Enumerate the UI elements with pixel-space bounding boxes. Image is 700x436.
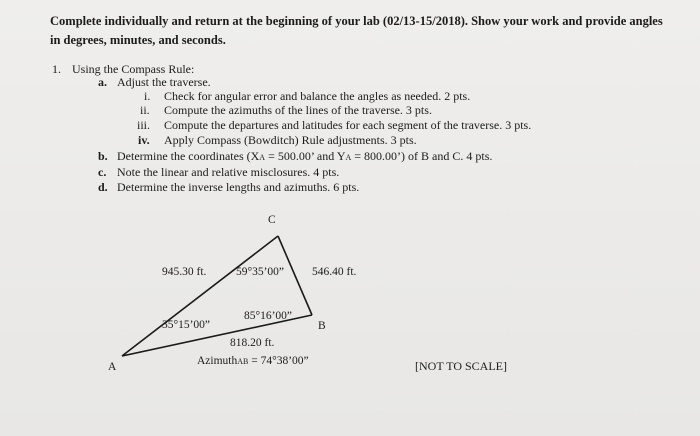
- item-c-marker: c.: [98, 165, 107, 179]
- subitem-iv-marker: iv.: [138, 133, 150, 147]
- subitem-ii-text: Compute the azimuths of the lines of the traverse. 3 pts.: [164, 103, 432, 117]
- azimuth-ab-label: AzimuthAB = 74°38’00”: [197, 355, 309, 367]
- side-ac-length: 945.30 ft.: [162, 266, 207, 278]
- side-cb-length: 546.40 ft.: [312, 266, 357, 278]
- subitem-i-text: Check for angular error and balance the angles as needed. 2 pts.: [164, 89, 471, 103]
- item-d-text: Determine the inverse lengths and azimuths. 6 pts.: [117, 180, 360, 194]
- angle-b-label: 85°16’00”: [244, 310, 293, 322]
- vertex-c-label: C: [268, 214, 276, 226]
- item-b-text: Determine the coordinates (XA = 500.00’ and YA = 800.00’) of B and C. 4 pts.: [117, 149, 493, 163]
- subitem-ii-marker: ii.: [140, 103, 150, 117]
- item-c-text: Note the linear and relative misclosures. 4 pts.: [117, 165, 340, 179]
- angle-a-label: 35°15’00”: [162, 319, 211, 331]
- side-ab-length: 818.20 ft.: [230, 337, 275, 349]
- vertex-a-label: A: [108, 361, 117, 373]
- item-a-marker: a.: [98, 75, 107, 89]
- angle-c-label: 59°35’00”: [236, 266, 285, 278]
- item-d-marker: d.: [98, 180, 108, 194]
- item-b-marker: b.: [98, 149, 108, 163]
- instructions-line-1: Complete individually and return at the beginning of your lab (02/13-15/2018). Show your work and provide angles: [50, 14, 663, 28]
- not-to-scale-note: [NOT TO SCALE]: [415, 359, 508, 373]
- vertex-b-label: B: [318, 320, 326, 332]
- subitem-iii-marker: iii.: [137, 118, 151, 132]
- subitem-iv-text: Apply Compass (Bowditch) Rule adjustments. 3 pts.: [164, 133, 417, 147]
- subitem-i-marker: i.: [144, 89, 151, 103]
- instructions-line-2: in degrees, minutes, and seconds.: [50, 33, 226, 47]
- question-title: Using the Compass Rule:: [72, 62, 195, 76]
- item-a-text: Adjust the traverse.: [117, 75, 211, 89]
- subitem-iii-text: Compute the departures and latitudes for each segment of the traverse. 3 pts.: [164, 118, 532, 132]
- question-number: 1.: [52, 62, 61, 76]
